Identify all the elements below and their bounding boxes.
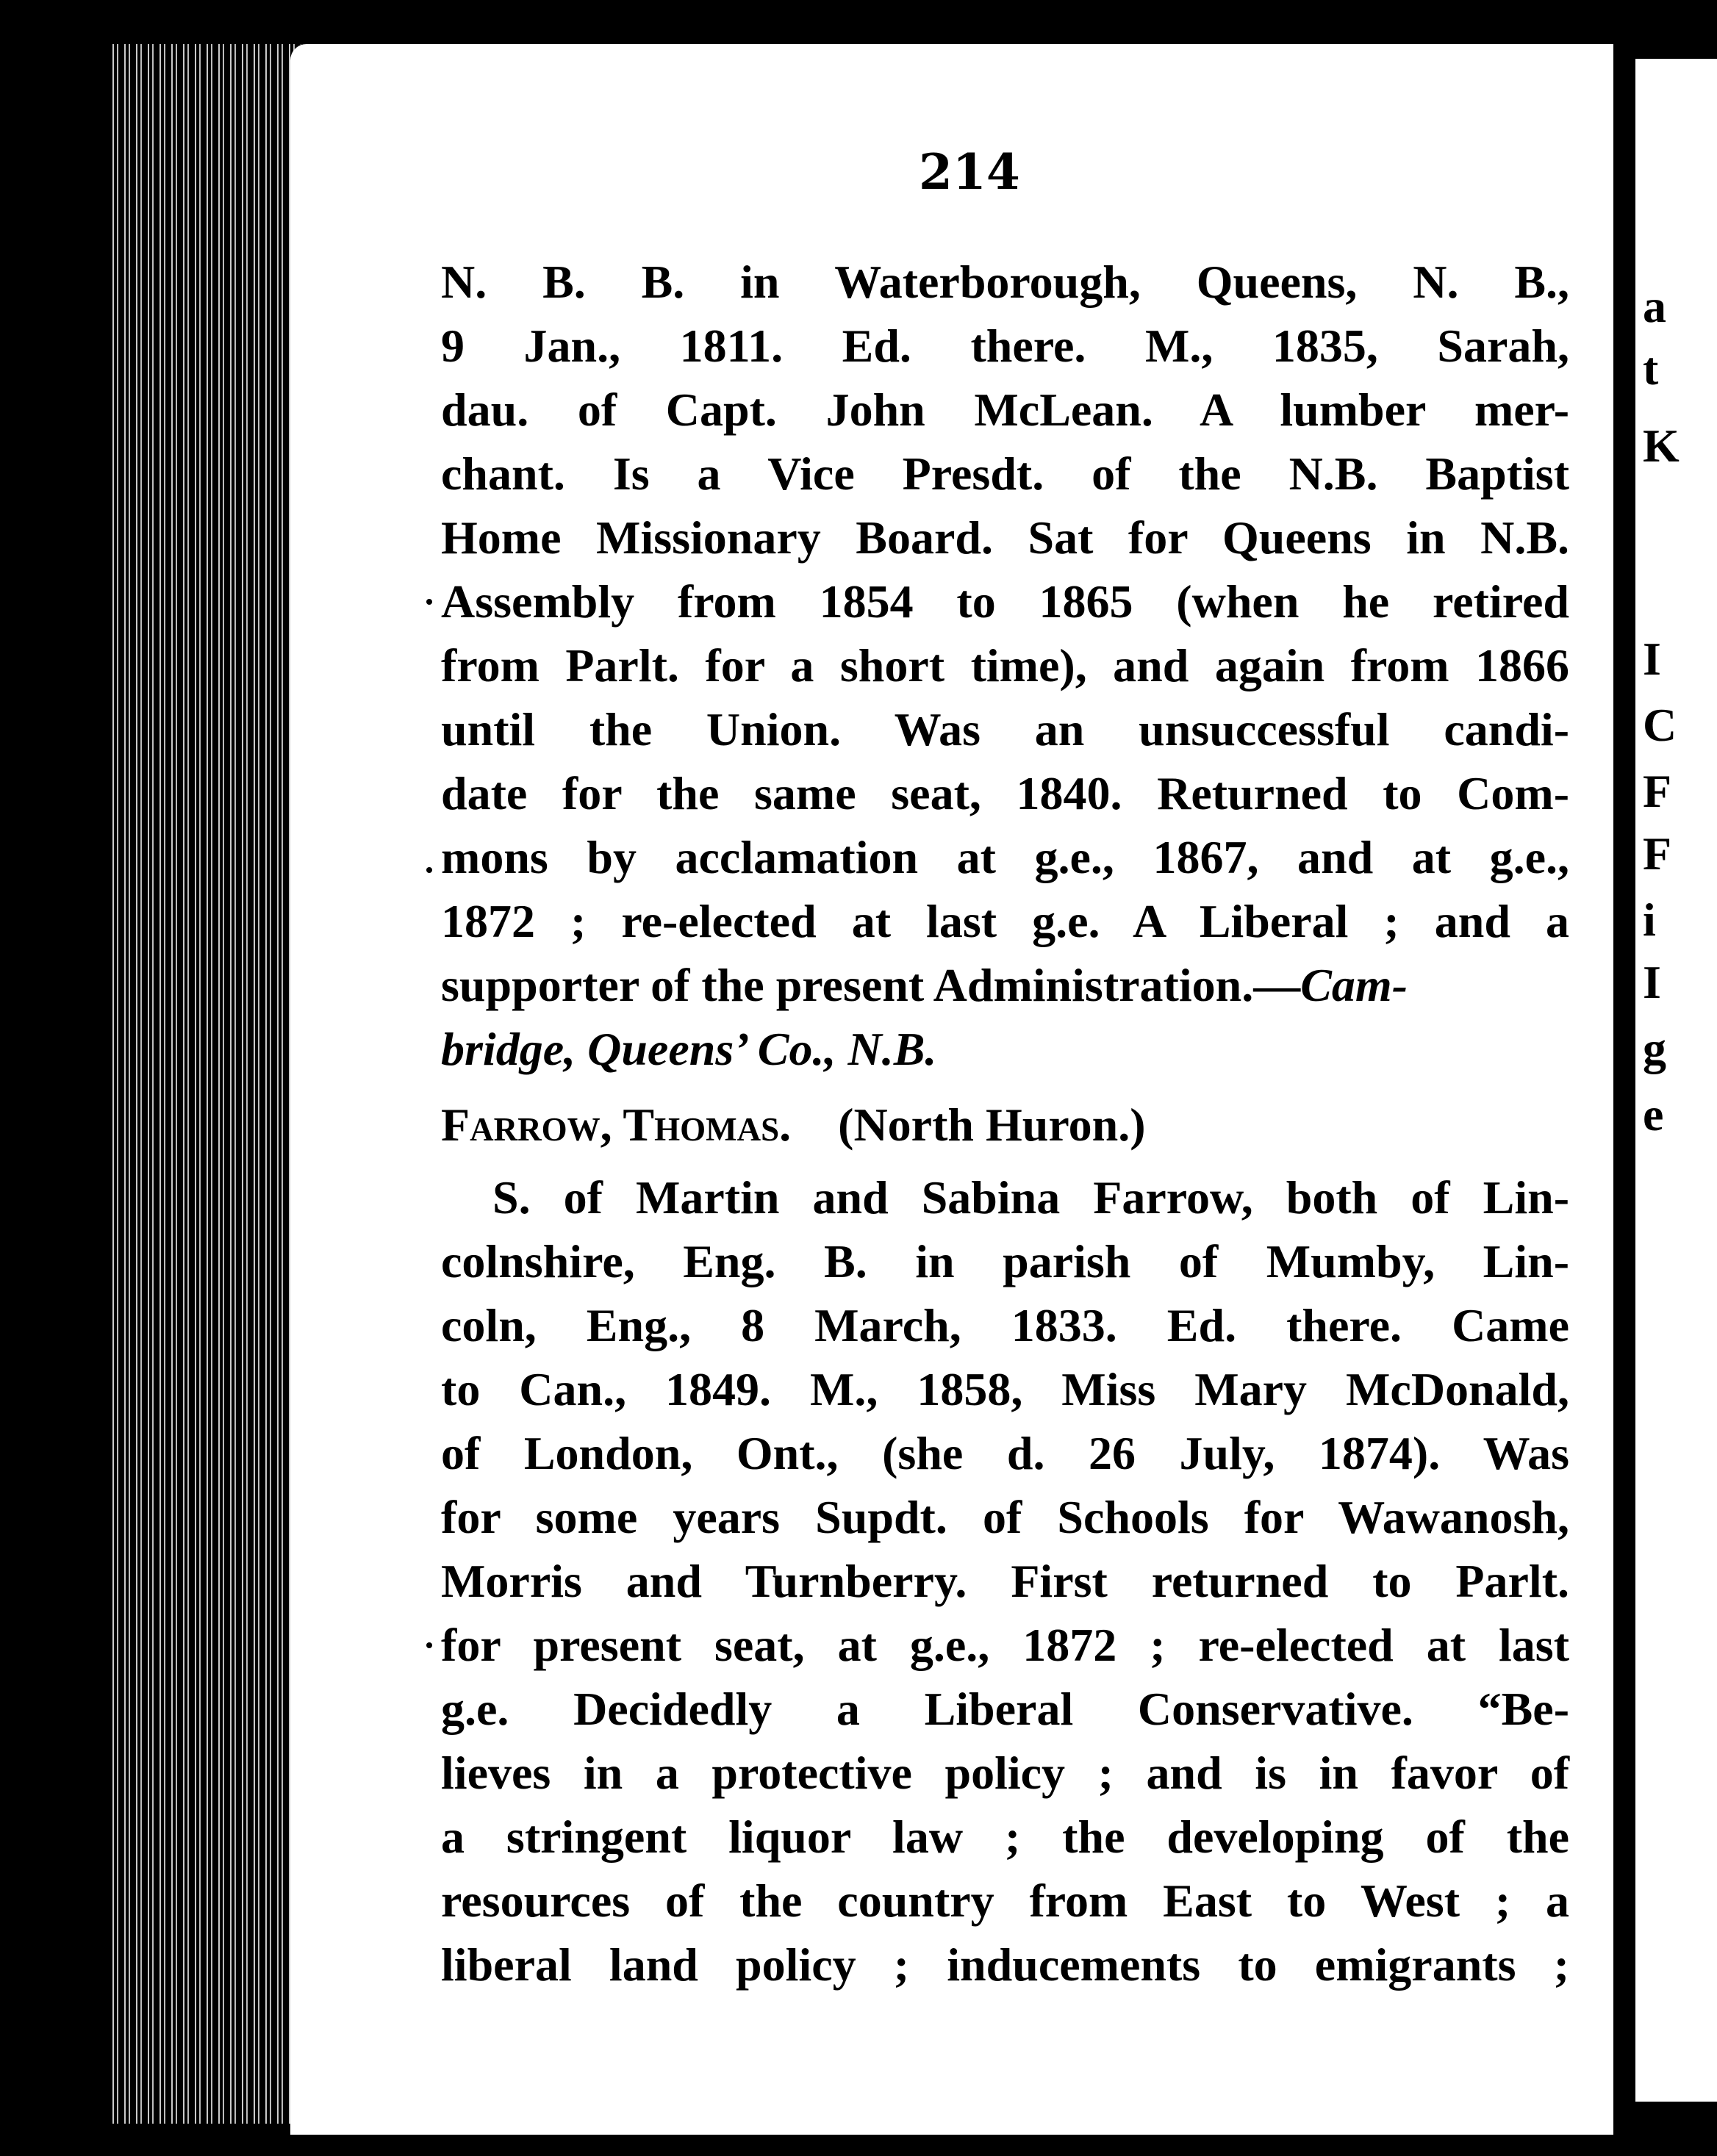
text-line: lieves in a protective policy ; and is in favor of [441, 1747, 1569, 1799]
constituency: (North Huron.) [838, 1099, 1146, 1151]
address-italic: bridge, Queens’ Co., N.B. [441, 1023, 937, 1075]
member-name: Farrow, Thomas. [441, 1099, 792, 1151]
facing-page-fragment: e [1643, 1088, 1664, 1140]
entry-heading [441, 1093, 1569, 1157]
text-line: chant. Is a Vice Presdt. of the N.B. Baptist [441, 448, 1569, 500]
text-line: liberal land policy ; inducements to emigrants ; [441, 1938, 1569, 1991]
text-line: 1872 ; re-elected at last g.e. A Liberal ; and a [441, 895, 1569, 947]
text-line: a stringent liquor law ; the developing of the [441, 1811, 1569, 1863]
text-line: mons by acclamation at g.e., 1867, and at g.e., [441, 831, 1569, 883]
text-line [441, 1017, 1569, 1081]
text-line: Assembly from 1854 to 1865 (when he retired [441, 575, 1569, 628]
facing-page-fragment: F [1643, 765, 1672, 817]
facing-page-fragment: I [1643, 633, 1661, 685]
text-line: to Can., 1849. M., 1858, Miss Mary McDonald, [441, 1363, 1569, 1415]
text-line: until the Union. Was an unsuccessful candi- [441, 703, 1569, 755]
facing-page-fragment: K [1643, 420, 1680, 472]
text-line: 9 Jan., 1811. Ed. there. M., 1835, Sarah, [441, 320, 1569, 372]
facing-page-fragment: C [1643, 699, 1677, 751]
page-number: 214 [919, 143, 1020, 201]
facing-page-fragment: F [1643, 827, 1672, 880]
text-line: Home Missionary Board. Sat for Queens in N.B. [441, 511, 1569, 564]
text-line [441, 953, 1569, 1017]
text-line: from Parlt. for a short time), and again from 1866 [441, 639, 1569, 691]
address-italic-start: Cam- [1300, 959, 1408, 1011]
text-line: date for the same seat, 1840. Returned to Com- [441, 767, 1569, 819]
continuation-paragraph [441, 250, 1569, 1081]
facing-page-fragment: t [1643, 342, 1659, 395]
text-line-main: supporter of the present Administration.— [441, 959, 1301, 1011]
text-line: of London, Ont., (she d. 26 July, 1874). Was [441, 1427, 1569, 1479]
text-line: dau. of Capt. John McLean. A lumber mer- [441, 384, 1569, 436]
text-line: colnshire, Eng. B. in parish of Mumby, Lin- [441, 1235, 1569, 1287]
text-line: coln, Eng., 8 March, 1833. Ed. there. Came [441, 1299, 1569, 1351]
book-page-edges [110, 44, 301, 2124]
text-line: S. of Martin and Sabina Farrow, both of Lin- [492, 1171, 1569, 1223]
facing-page-edge [1635, 59, 1717, 2102]
text-line: resources of the country from East to West ; a [441, 1875, 1569, 1927]
text-line: for some years Supdt. of Schools for Wawanosh, [441, 1491, 1569, 1543]
facing-page-fragment: a [1643, 280, 1666, 332]
text-line: Morris and Turnberry. First returned to Parlt. [441, 1555, 1569, 1607]
text-line: g.e. Decidedly a Liberal Conservative. “Be- [441, 1683, 1569, 1735]
print-speck [426, 599, 432, 605]
facing-page-fragment: I [1643, 956, 1661, 1008]
page-body [441, 250, 1569, 1997]
print-speck [426, 1642, 432, 1648]
facing-page-fragment: g [1643, 1022, 1666, 1074]
text-line: for present seat, at g.e., 1872 ; re-elected at last [441, 1619, 1569, 1671]
text-line: N. B. B. in Waterborough, Queens, N. B., [441, 256, 1569, 308]
print-speck [426, 867, 432, 873]
entry-paragraph [441, 1165, 1569, 1997]
facing-page-fragment: i [1643, 894, 1656, 946]
